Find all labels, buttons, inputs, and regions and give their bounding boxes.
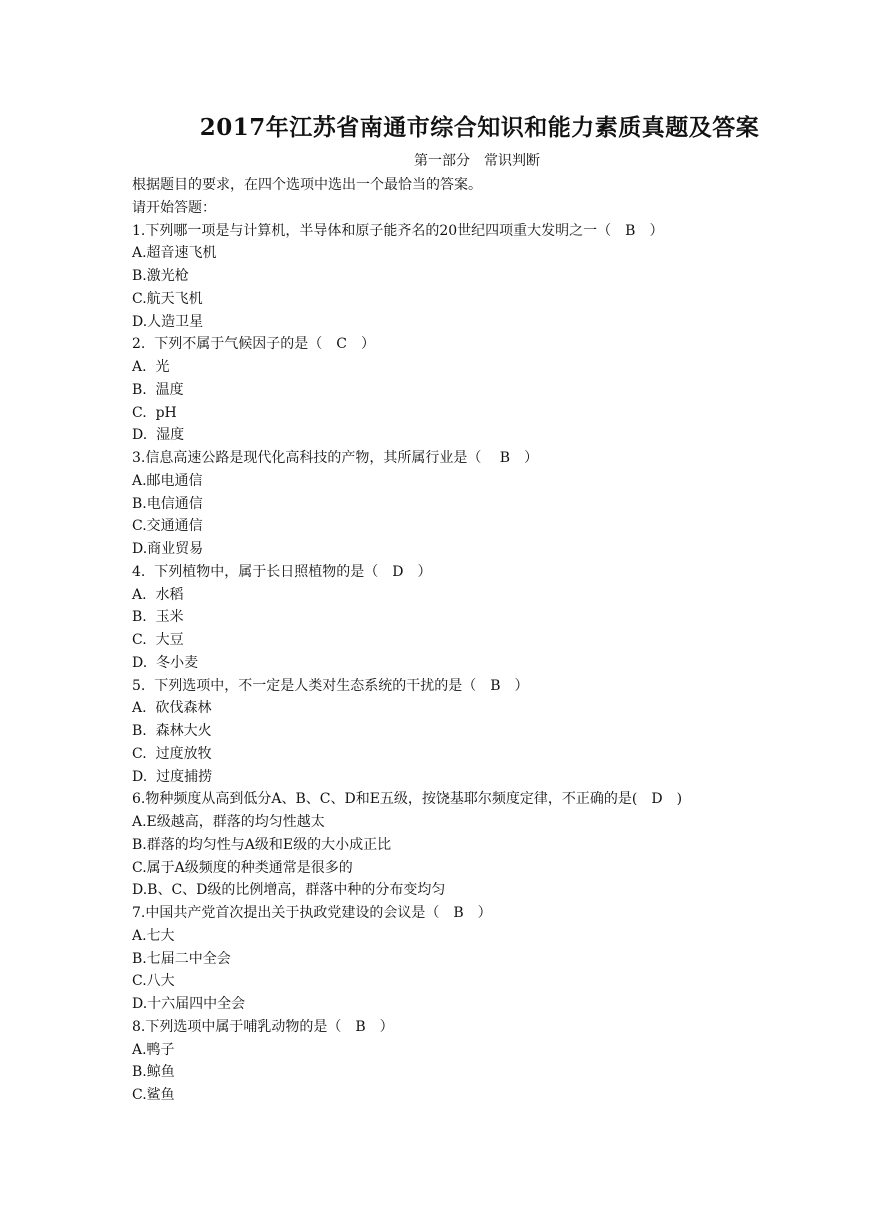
option-line: C.属于A级频度的种类通常是很多的 [132, 859, 353, 876]
question-1: 1.下列哪一项是与计算机，半导体和原子能齐名的20世纪四项重大发明之一（ B ） [132, 222, 664, 239]
question-7: 7.中国共产党首次提出关于执政党建设的会议是（ B ） [132, 905, 492, 921]
document-body [132, 174, 682, 1107]
option-line: C.航天飞机 [132, 290, 203, 307]
option-line: D. 冬小麦 [132, 654, 199, 671]
question-2: 2. 下列不属于气候因子的是（ C ） [132, 336, 375, 353]
option-line: B.鲸鱼 [132, 1064, 175, 1081]
option-line: A.超音速飞机 [132, 245, 217, 262]
option-line: A. 水稻 [132, 586, 184, 603]
option-line: A.邮电通信 [132, 472, 203, 489]
option-line: B.群落的均匀性与A级和E级的大小成正比 [132, 836, 392, 853]
question-3: 3.信息高速公路是现代化高科技的产物，其所属行业是（ B ） [132, 450, 539, 466]
option-line: D.B、C、D级的比例增高，群落中种的分布变均匀 [132, 882, 446, 899]
option-line: C. 大豆 [132, 632, 184, 648]
option-line: D. 过度捕捞 [132, 768, 213, 785]
option-line: B.激光枪 [132, 268, 189, 284]
option-line: A. 光 [132, 359, 170, 375]
question-5: 5. 下列选项中，不一定是人类对生态系统的干扰的是（ B ） [132, 677, 529, 694]
option-line: B.七届二中全会 [132, 950, 231, 967]
option-line: D.商业贸易 [132, 541, 204, 557]
question-8: 8.下列选项中属于哺乳动物的是（ B ） [132, 1018, 394, 1035]
option-line: A.鸭子 [132, 1041, 175, 1058]
section-heading: 第一部分 常识判断 [414, 153, 540, 169]
option-line: A.七大 [132, 927, 175, 944]
document-title: 2017年江苏省南通市综合知识和能力素质真题及答案 [199, 114, 760, 141]
option-line: A. 砍伐森林 [132, 700, 212, 717]
option-line: D. 湿度 [132, 427, 185, 444]
option-line: D.人造卫星 [132, 313, 204, 330]
option-line: B.电信通信 [132, 495, 203, 512]
option-line: A.E级越高，群落的均匀性越太 [132, 814, 325, 830]
option-line: C. 过度放牧 [132, 745, 212, 762]
option-line: B. 温度 [132, 381, 184, 398]
option-line: D.十六届四中全会 [132, 996, 246, 1012]
question-4: 4. 下列植物中，属于长日照植物的是（ D ） [132, 563, 432, 580]
start-prompt: 请开始答题： [132, 199, 216, 216]
option-line: C. pH [132, 404, 177, 421]
question-6: 6.物种频度从高到低分A、B、C、D和E五级，按饶基耶尔频度定律，不正确的是( D ) [132, 791, 683, 808]
option-line: B. 森林大火 [132, 723, 212, 739]
option-line: C.八大 [132, 973, 175, 990]
option-line: C.鲨鱼 [132, 1087, 175, 1103]
option-line: B. 玉米 [132, 609, 184, 626]
instruction-text: 根据题目的要求，在四个选项中选出一个最恰当的答案。 [132, 177, 482, 193]
option-line: C.交通通信 [132, 518, 203, 535]
